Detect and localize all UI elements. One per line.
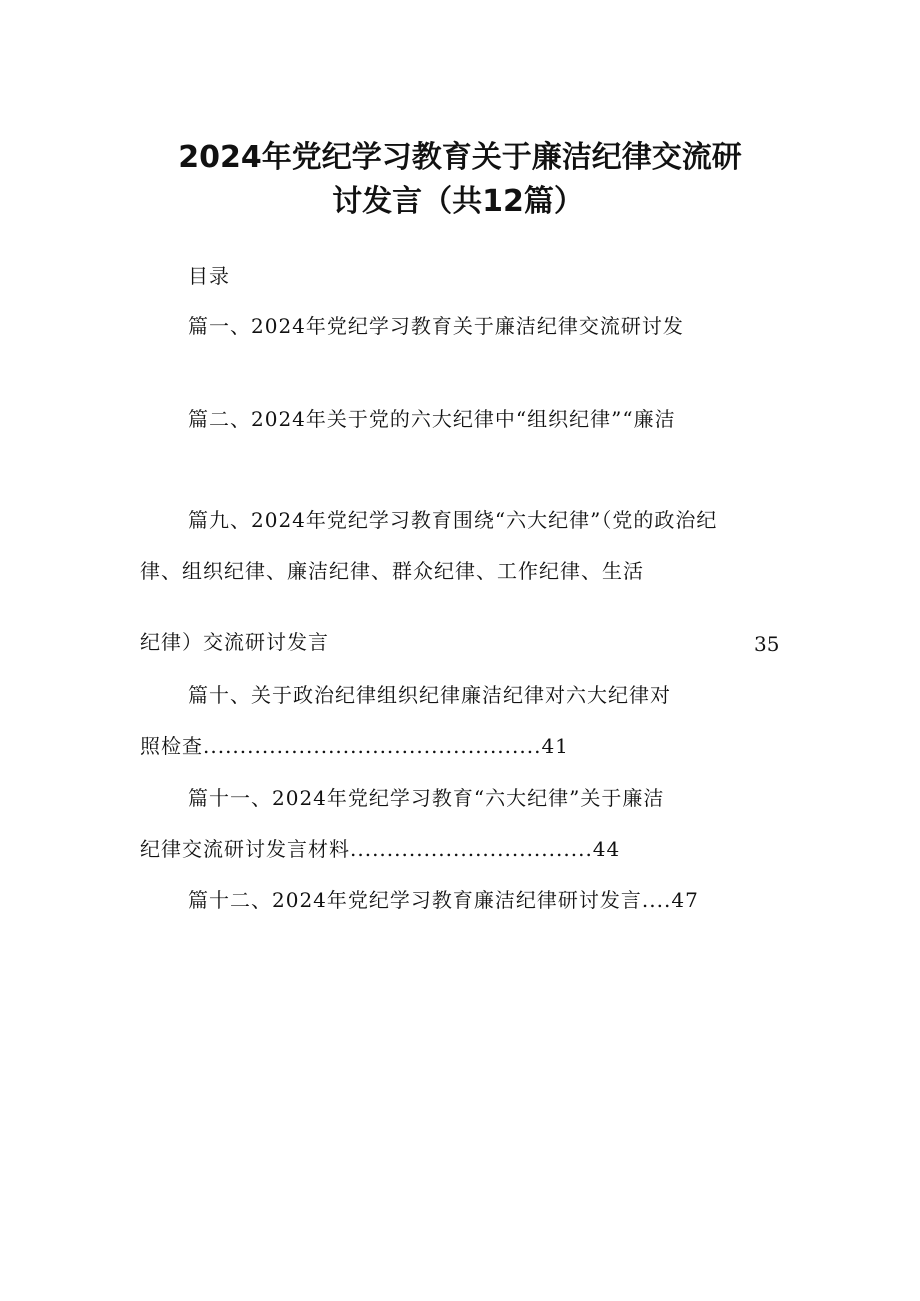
- toc-entry-11-line-1[interactable]: 篇十一、2024年党纪学习教育“六大纪律”关于廉洁: [188, 786, 665, 810]
- toc-heading: 目录: [188, 264, 230, 288]
- toc-entry-11-page-number[interactable]: 44: [592, 837, 621, 861]
- toc-entry-9-line-3[interactable]: 纪律）交流研讨发言: [140, 630, 329, 654]
- document-title-line-1: 2024年党纪学习教育关于廉洁纪律交流研: [178, 140, 742, 175]
- toc-entry-10-line-1[interactable]: 篇十、关于政治纪律组织纪律廉洁纪律对六大纪律对: [188, 683, 671, 707]
- toc-entry-1[interactable]: 篇一、2024年党纪学习教育关于廉洁纪律交流研讨发: [188, 314, 684, 338]
- toc-entry-12[interactable]: [188, 886, 699, 914]
- toc-entry-2[interactable]: 篇二、2024年关于党的六大纪律中“组织纪律”“廉洁: [188, 407, 676, 431]
- toc-entry-10-page-number[interactable]: 41: [541, 734, 569, 758]
- toc-entry-9-line-2[interactable]: 律、组织纪律、廉洁纪律、群众纪律、工作纪律、生活: [140, 559, 644, 583]
- toc-entry-9-line-1[interactable]: 篇九、2024年党纪学习教育围绕“六大纪律”（党的政治纪: [188, 508, 718, 532]
- dot-leader: .................................: [350, 837, 593, 861]
- toc-entry-10-text[interactable]: 照检查: [140, 734, 203, 758]
- toc-entry-10-line-2[interactable]: [140, 732, 569, 760]
- toc-entry-12-page-number[interactable]: 47: [671, 888, 699, 912]
- toc-entry-12-text[interactable]: 篇十二、2024年党纪学习教育廉洁纪律研讨发言: [188, 888, 642, 912]
- dot-leader: ....: [641, 888, 672, 912]
- document-title-line-2: 讨发言（共12篇）: [332, 184, 584, 219]
- toc-entry-11-line-2[interactable]: [140, 835, 620, 863]
- toc-entry-11-text[interactable]: 纪律交流研讨发言材料: [140, 837, 350, 861]
- dot-leader: ..............................................: [203, 734, 542, 758]
- toc-entry-9-page-number[interactable]: 35: [754, 632, 780, 656]
